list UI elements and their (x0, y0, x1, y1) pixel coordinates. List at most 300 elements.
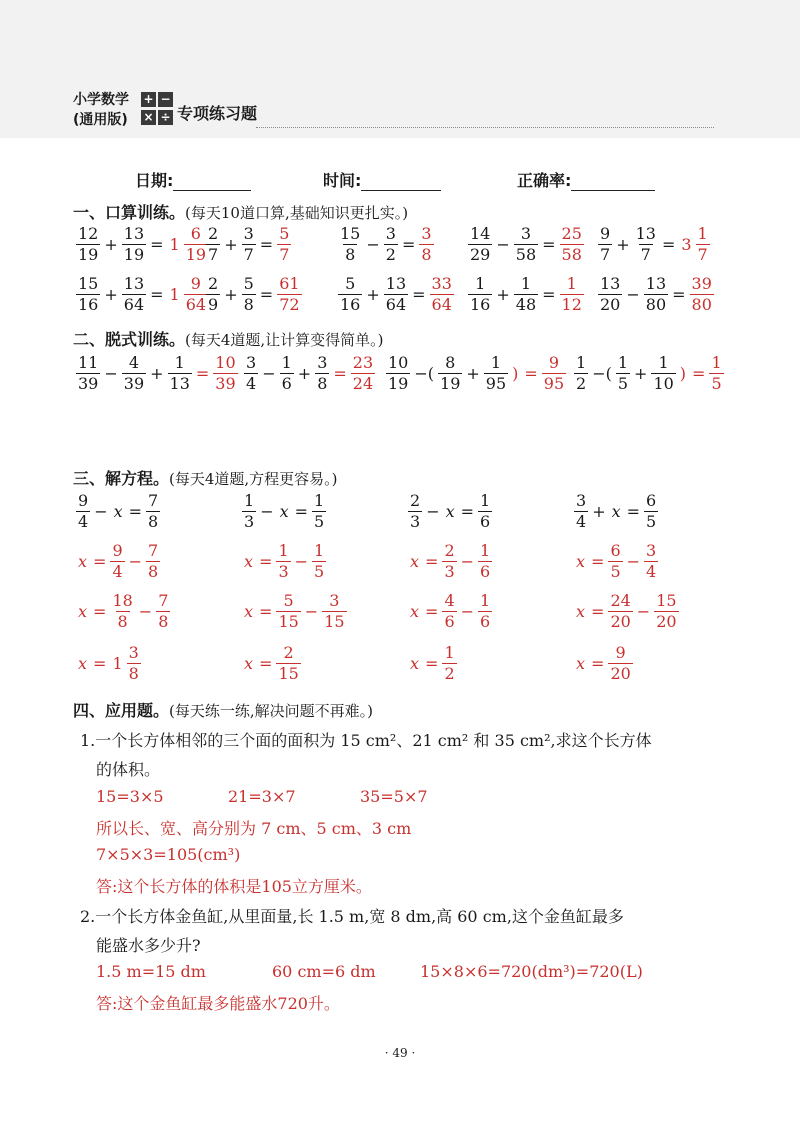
numerator: 1 (658, 353, 669, 372)
numerator: 13 (600, 274, 621, 293)
calc-exercise (573, 354, 725, 393)
variable: x (244, 602, 254, 621)
fraction (654, 592, 678, 631)
denominator: 64 (123, 295, 145, 314)
numerator: 3 (421, 224, 432, 243)
denominator: 64 (185, 295, 207, 314)
fraction (514, 275, 538, 314)
denominator: 95 (543, 374, 565, 393)
answer-fraction (277, 225, 291, 264)
q1-text-line2: 的体积。 (96, 760, 161, 779)
numerator: 9 (548, 353, 560, 372)
oral-exercise (597, 275, 715, 314)
fraction (598, 225, 612, 264)
denominator: 39 (123, 374, 145, 393)
denominator: 19 (78, 245, 99, 264)
numerator: 2 (283, 643, 294, 662)
denominator: 6 (480, 562, 491, 581)
operator: = (542, 285, 556, 304)
numerator: 9 (190, 274, 201, 293)
equation-step (573, 542, 659, 581)
numerator: 5 (283, 591, 294, 610)
fraction (206, 275, 220, 314)
operator: = (259, 552, 273, 571)
operator: = (524, 364, 538, 383)
answer-fraction (213, 354, 237, 393)
denominator: 95 (485, 374, 507, 393)
equation-step (75, 592, 171, 631)
numerator: 3 (246, 353, 257, 372)
variable: x (611, 502, 621, 521)
denominator: 29 (470, 245, 491, 264)
q1-text-line1: 1.一个长方体相邻的三个面的面积为 15 cm²、21 cm² 和 35 cm²,求这个长方体 (80, 731, 652, 750)
numerator: 1 (711, 353, 722, 372)
fraction (468, 275, 492, 314)
denominator: 6 (444, 612, 455, 631)
numerator: 33 (431, 274, 452, 293)
fraction (312, 542, 326, 581)
denominator: 4 (576, 512, 587, 531)
operator: + (616, 235, 630, 254)
accuracy-field (517, 168, 655, 191)
fraction (608, 542, 622, 581)
numerator: 2 (410, 491, 421, 510)
calc-exercise (243, 354, 376, 393)
fraction (644, 492, 658, 531)
denominator: 20 (610, 612, 631, 631)
operator: − (626, 285, 640, 304)
numerator: 15 (656, 591, 677, 610)
operator: − (496, 235, 510, 254)
operator: = (93, 602, 107, 621)
answer-fraction (419, 225, 433, 264)
numerator: 6 (610, 541, 621, 560)
equation (573, 492, 659, 531)
denominator: 4 (246, 374, 257, 393)
page-number: · 49 · (384, 1046, 416, 1060)
q2-step1c: 15×8×6=720(dm³)=720(L) (420, 962, 643, 981)
fraction (574, 492, 588, 531)
q2-answer: 答:这个金鱼缸最多能盛水720升。 (96, 994, 340, 1013)
equation-answer (241, 644, 302, 683)
numerator: 4 (128, 353, 140, 372)
fraction (146, 492, 160, 531)
equation-step (407, 592, 493, 631)
operator: − (460, 552, 475, 571)
divide-icon: ÷ (158, 110, 173, 125)
fraction (280, 354, 294, 393)
operator: = (93, 654, 107, 673)
fraction (644, 542, 658, 581)
operator: + (297, 364, 312, 383)
fraction (242, 225, 256, 264)
equation-answer (407, 644, 458, 683)
numerator: 3 (317, 353, 328, 372)
fraction (76, 275, 100, 314)
operator: = (128, 502, 143, 521)
numerator: 8 (445, 353, 456, 372)
operator: = (401, 235, 416, 254)
equation (241, 492, 327, 531)
denominator: 5 (617, 374, 629, 393)
numerator: 15 (78, 274, 99, 293)
denominator: 3 (244, 512, 255, 531)
fraction (110, 542, 124, 581)
fraction (168, 354, 192, 393)
numerator: 9 (600, 224, 611, 243)
fraction (608, 592, 632, 631)
numerator: 10 (388, 353, 409, 372)
equation-step (241, 592, 348, 631)
denominator: 80 (645, 295, 667, 314)
numerator: 1 (475, 274, 486, 293)
denominator: 3 (278, 562, 289, 581)
fraction (76, 492, 90, 531)
numerator: 13 (123, 224, 145, 243)
denominator: 8 (128, 664, 139, 683)
brand-line1: 小学数学 (73, 92, 129, 108)
numerator: 3 (243, 224, 254, 243)
numerator: 6 (646, 491, 657, 510)
denominator: 8 (421, 245, 432, 264)
numerator: 1 (617, 353, 629, 372)
denominator: 4 (646, 562, 657, 581)
fraction (574, 354, 588, 393)
operator: = (460, 502, 475, 521)
operator: = (259, 285, 274, 304)
minus-icon: − (158, 92, 173, 107)
denominator: 9 (208, 295, 219, 314)
oral-exercise (337, 275, 455, 314)
numerator: 1 (576, 353, 587, 372)
numerator: 11 (78, 353, 99, 372)
numerator: 18 (112, 591, 133, 610)
numerator: 3 (520, 224, 532, 243)
answer-whole: 3 (681, 235, 692, 254)
numerator: 13 (645, 274, 667, 293)
numerator: 5 (243, 274, 254, 293)
fraction (146, 542, 160, 581)
denominator: 5 (314, 562, 325, 581)
variable: x (576, 602, 586, 621)
answer-fraction (690, 275, 714, 314)
denominator: 19 (185, 245, 207, 264)
denominator: 5 (646, 512, 657, 531)
denominator: 8 (317, 374, 328, 393)
answer-fraction (560, 225, 584, 264)
times-icon: × (141, 110, 156, 125)
denominator: 15 (278, 612, 299, 631)
fraction (312, 492, 326, 531)
fraction (408, 492, 422, 531)
denominator: 13 (169, 374, 190, 393)
answer-fraction (430, 275, 454, 314)
denominator: 58 (515, 245, 537, 264)
variable: x (113, 502, 123, 521)
operator: + (634, 364, 648, 383)
operator: = (542, 235, 556, 254)
numerator: 6 (190, 224, 201, 243)
numerator: 3 (329, 591, 340, 610)
denominator: 7 (243, 245, 254, 264)
fraction (122, 354, 146, 393)
answer-fraction (608, 644, 632, 683)
operator: = (195, 364, 210, 383)
operator: = (150, 285, 164, 304)
numerator: 1 (314, 541, 325, 560)
denominator: 4 (112, 562, 123, 581)
date-blank (173, 172, 251, 191)
answer-fraction (542, 354, 566, 393)
denominator: 8 (117, 612, 128, 631)
operator: = (626, 502, 641, 521)
numerator: 13 (123, 274, 145, 293)
numerator: 23 (352, 353, 374, 372)
operator: −( (414, 364, 435, 383)
calc-exercise (385, 354, 567, 393)
denominator: 2 (576, 374, 587, 393)
q2-step1b: 60 cm=6 dm (272, 962, 376, 981)
numerator: 3 (576, 491, 587, 510)
operator: = (591, 654, 605, 673)
operator: = (150, 235, 164, 254)
variable: x (410, 552, 420, 571)
fraction (651, 354, 675, 393)
denominator: 15 (324, 612, 345, 631)
numerator: 1 (174, 353, 185, 372)
operator: = (692, 364, 706, 383)
fraction (242, 492, 256, 531)
fraction (384, 275, 408, 314)
numerator: 3 (128, 643, 139, 662)
operator: − (104, 364, 118, 383)
fraction (442, 542, 456, 581)
fraction (514, 225, 538, 264)
calc-exercise (75, 354, 239, 393)
denominator: 6 (480, 612, 491, 631)
oral-exercise (205, 275, 303, 314)
denominator: 19 (440, 374, 461, 393)
numerator: 1 (444, 643, 455, 662)
numerator: 1 (480, 591, 491, 610)
equation-step (407, 542, 493, 581)
denominator: 72 (279, 295, 300, 314)
denominator: 7 (640, 245, 651, 264)
oral-exercise (75, 225, 209, 264)
answer-fraction (560, 275, 584, 314)
numerator: 9 (78, 491, 89, 510)
operator: − (94, 502, 108, 521)
operator: = (259, 654, 273, 673)
variable: x (244, 552, 254, 571)
denominator: 19 (123, 245, 145, 264)
q2-text-line2: 能盛水多少升? (96, 936, 201, 955)
operator: − (304, 602, 319, 621)
q1-step1a: 15=3×5 (96, 787, 164, 806)
operator: + (150, 364, 164, 383)
variable: x (78, 552, 88, 571)
operator: = (672, 285, 686, 304)
variable: x (279, 502, 289, 521)
operator: + (224, 235, 238, 254)
numerator: 14 (470, 224, 491, 243)
denominator: 8 (148, 562, 159, 581)
oral-exercise (337, 225, 435, 264)
denominator: 6 (480, 512, 491, 531)
operator: + (466, 364, 480, 383)
operator: = (294, 502, 309, 521)
numerator: 1 (480, 491, 491, 510)
operator: = (425, 654, 439, 673)
operator: = (259, 235, 274, 254)
denominator: 48 (515, 295, 537, 314)
section3-heading: 三、解方程。(每天4道题,方程更容易。) (73, 469, 338, 488)
answer-fraction (276, 644, 300, 683)
fraction (242, 275, 256, 314)
denominator: 3 (444, 562, 455, 581)
answer-whole: 1 (112, 654, 123, 673)
equation-step (241, 542, 327, 581)
operator: = (425, 602, 439, 621)
q1-answer: 答:这个长方体的体积是105立方厘米。 (96, 877, 372, 896)
denominator: 64 (431, 295, 452, 314)
equation (407, 492, 493, 531)
fraction (484, 354, 508, 393)
q2-text-line1: 2.一个长方体金鱼缸,从里面量,长 1.5 m,宽 8 dm,高 60 cm,这个金鱼缸最多 (80, 907, 624, 926)
answer-whole: 1 (169, 285, 180, 304)
oral-exercise (205, 225, 292, 264)
operator: − (262, 364, 276, 383)
numerator: 1 (278, 541, 289, 560)
time-label: 时间: (323, 171, 362, 190)
fraction (122, 275, 146, 314)
denominator: 39 (78, 374, 99, 393)
denominator: 2 (385, 245, 396, 264)
variable: x (78, 654, 88, 673)
numerator: 5 (345, 274, 356, 293)
section4-heading: 四、应用题。(每天练一练,解决问题不再难。) (73, 701, 373, 720)
numerator: 1 (314, 491, 325, 510)
q1-step1c: 35=5×7 (360, 787, 428, 806)
fraction (76, 354, 100, 393)
fraction (276, 542, 290, 581)
equation-answer (75, 644, 142, 683)
numerator: 1 (566, 274, 577, 293)
numerator: 13 (635, 224, 656, 243)
accuracy-label: 正确率: (517, 171, 572, 190)
denominator: 80 (691, 295, 712, 314)
q1-step2: 所以长、宽、高分别为 7 cm、5 cm、3 cm (96, 819, 412, 838)
operator: + (366, 285, 380, 304)
fraction (478, 592, 492, 631)
fraction (206, 225, 220, 264)
numerator: 12 (78, 224, 99, 243)
operator: + (224, 285, 238, 304)
numerator: 1 (480, 541, 491, 560)
operator: + (496, 285, 510, 304)
numerator: 5 (279, 224, 290, 243)
fraction (478, 492, 492, 531)
numerator: 2 (208, 224, 219, 243)
fraction (386, 354, 410, 393)
equation (75, 492, 161, 531)
brand-line2: (通用版) (73, 112, 128, 128)
denominator: 20 (610, 664, 631, 683)
paren: ) (679, 364, 687, 383)
denominator: 7 (208, 245, 219, 264)
time-blank (361, 172, 441, 191)
operator: + (592, 502, 606, 521)
answer-whole: 1 (169, 235, 180, 254)
operator: − (294, 552, 309, 571)
operator: = (661, 235, 676, 254)
operator: − (460, 602, 475, 621)
denominator: 19 (388, 374, 409, 393)
numerator: 1 (697, 224, 708, 243)
operator: − (626, 552, 641, 571)
operator: = (425, 552, 439, 571)
denominator: 8 (158, 612, 169, 631)
fraction (442, 592, 456, 631)
fraction (616, 354, 630, 393)
fraction (276, 592, 300, 631)
fraction (634, 225, 658, 264)
date-field (135, 168, 251, 191)
operator: − (636, 602, 651, 621)
denominator: 39 (215, 374, 236, 393)
numerator: 7 (158, 591, 169, 610)
fraction (438, 354, 462, 393)
denominator: 2 (444, 664, 455, 683)
variable: x (445, 502, 455, 521)
denominator: 7 (697, 245, 708, 264)
numerator: 1 (520, 274, 532, 293)
numerator: 13 (385, 274, 407, 293)
operator: = (259, 602, 273, 621)
denominator: 5 (314, 512, 325, 531)
denominator: 12 (561, 295, 582, 314)
numerator: 39 (691, 274, 712, 293)
numerator: 3 (385, 224, 396, 243)
operator: − (366, 235, 380, 254)
operator: − (128, 552, 143, 571)
operator-icons (141, 92, 175, 128)
equation-step (75, 542, 161, 581)
denominator: 5 (711, 374, 722, 393)
answer-fraction (709, 354, 723, 393)
denominator: 20 (600, 295, 621, 314)
operator: − (260, 502, 274, 521)
oral-exercise (597, 225, 711, 264)
denominator: 16 (78, 295, 99, 314)
variable: x (576, 654, 586, 673)
page-title: 专项练习题 (177, 104, 258, 123)
operator: = (93, 552, 107, 571)
answer-fraction (127, 644, 141, 683)
numerator: 7 (148, 541, 159, 560)
numerator: 25 (561, 224, 582, 243)
operator: − (426, 502, 440, 521)
answer-fraction (696, 225, 710, 264)
variable: x (410, 654, 420, 673)
fraction (122, 225, 146, 264)
operator: = (412, 285, 426, 304)
numerator: 24 (610, 591, 631, 610)
fraction (110, 592, 134, 631)
answer-fraction (351, 354, 375, 393)
denominator: 16 (470, 295, 491, 314)
numerator: 1 (490, 353, 502, 372)
